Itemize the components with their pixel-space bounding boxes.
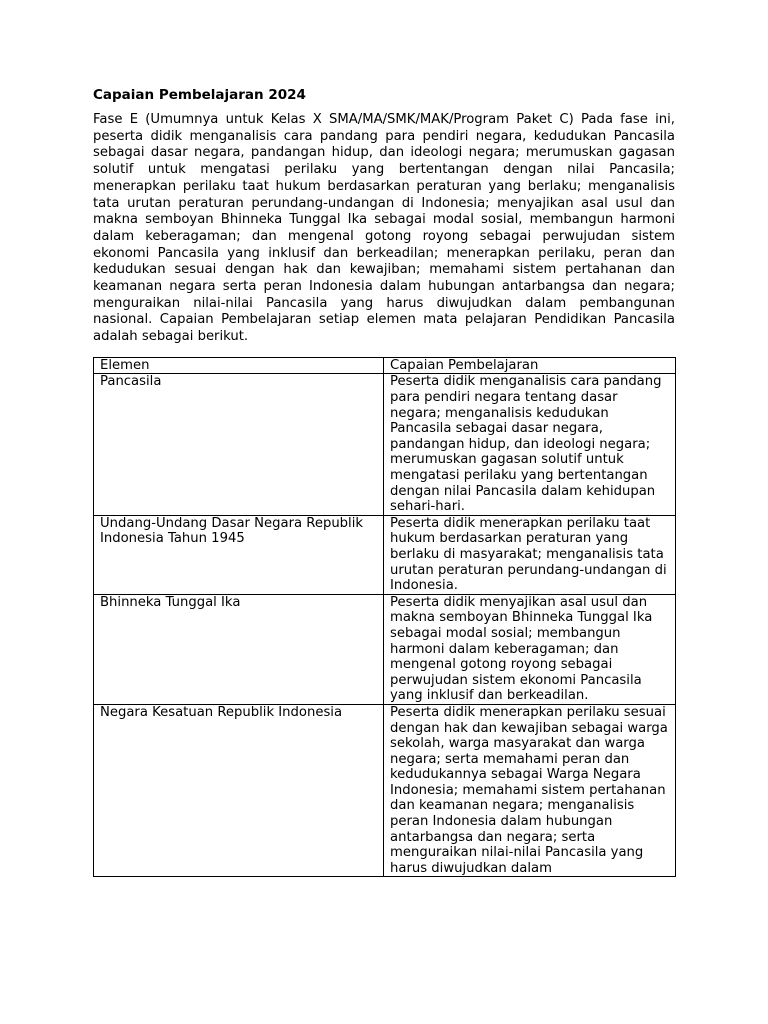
cell-capaian: Peserta didik menerapkan perilaku taat hukum berdasarkan peraturan yang berlaku di masyarakat; menganalisis tata urutan peraturan perundang-undangan di Indonesia. [384,515,676,594]
cell-elemen: Bhinneka Tunggal Ika [94,594,384,704]
cell-capaian: Peserta didik menyajikan asal usul dan makna semboyan Bhinneka Tunggal Ika sebagai modal sosial; membangun harmoni dalam keberagaman; dan mengenal gotong royong sebagai perwujudan sistem ekonomi Pancasila yang inklusif dan berkeadilan. [384,594,676,704]
document-page [93,86,675,877]
table-header-row [94,357,676,374]
table-row [94,704,676,876]
document-title: Capaian Pembelajaran 2024 [93,87,306,103]
header-elemen: Elemen [94,357,384,374]
cell-elemen: Undang-Undang Dasar Negara Republik Indonesia Tahun 1945 [94,515,384,594]
cell-capaian-container [384,704,676,876]
cell-capaian: Peserta didik menerapkan perilaku sesuai dengan hak dan kewajiban sebagai warga sekolah, warga masyarakat dan warga negara; serta memahami peran dan kedudukannya sebagai Warga Negara Indonesia; memahami sistem pertahanan dan keamanan negara; menganalisis peran Indonesia dalam hubungan antarbangsa dan negara; serta menguraikan nilai-nilai Pancasila yang harus diwujudkan dalam [390,704,668,876]
header-capaian: Capaian Pembelajaran [384,357,676,374]
table-row [94,374,676,515]
table-row [94,515,676,594]
capaian-table [93,357,676,877]
table-row [94,594,676,704]
intro-paragraph: Fase E (Umumnya untuk Kelas X SMA/MA/SMK/MAK/Program Paket C) Pada fase ini, peserta didik menganalisis cara pandang para pendiri negara, kedudukan Pancasila sebagai dasar negara, pandangan hidup, dan ideologi negara; merumuskan gagasan solutif untuk mengatasi perilaku yang bertentangan dengan nilai Pancasila; menerapkan perilaku taat hukum berdasarkan peraturan yang berlaku; menganalisis tata urutan peraturan perundang-undangan di Indonesia; menyajikan asal usul dan makna semboyan Bhinneka Tunggal Ika sebagai modal sosial, membangun harmoni dalam keberagaman; dan mengenal gotong royong sebagai perwujudan sistem ekonomi Pancasila yang inklusif dan berkeadilan; menerapkan perilaku, peran dan kedudukan sesuai dengan hak dan kewajiban; memahami sistem pertahanan dan keamanan negara serta peran Indonesia dalam hubungan antarbangsa dan negara; menguraikan nilai-nilai Pancasila yang harus diwujudkan dalam pembangunan nasional. Capaian Pembelajaran setiap elemen mata pelajaran Pendidikan Pancasila adalah sebagai berikut. [93,112,675,345]
cell-capaian: Peserta didik menganalisis cara pandang para pendiri negara tentang dasar negara; menganalisis kedudukan Pancasila sebagai dasar negara, pandangan hidup, dan ideologi negara; merumuskan gagasan solutif untuk mengatasi perilaku yang bertentangan dengan nilai Pancasila dalam kehidupan sehari-hari. [384,374,676,515]
cell-elemen: Negara Kesatuan Republik Indonesia [94,704,384,876]
cell-elemen: Pancasila [94,374,384,515]
